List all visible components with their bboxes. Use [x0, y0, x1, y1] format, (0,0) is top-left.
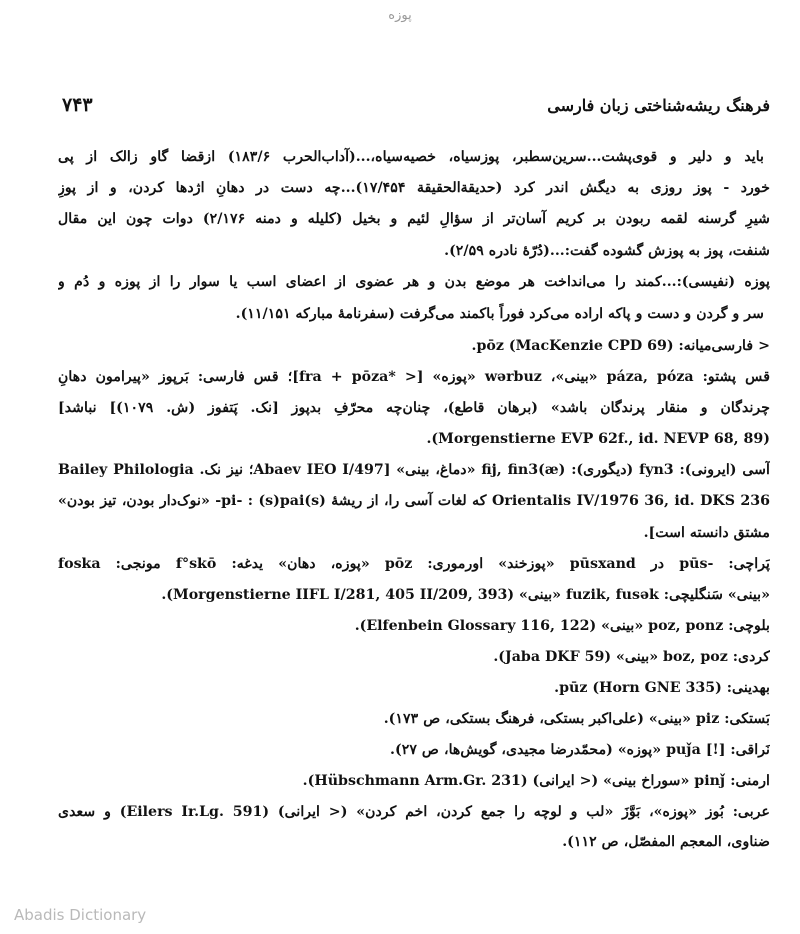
text-line: سر و گردن و دست و پاکه اراده می‌کرد فوراً باکمند می‌گرفت (سفرنامهٔ مبارکه ۱۱/۱۵۱).: [235, 306, 764, 322]
text-line: نَراقی: [!] puǰa «پوزه» (محمّدرضا مجیدی، گویش‌ها، ص ۲۷).: [390, 742, 770, 758]
text-line: کردی: boz, poz «بینی» (Jaba DKF 59).: [493, 649, 770, 665]
text-line: قس پشتو: páza, póza «بینی»، wərbuz «پوزه» [< *fra + pōza]؛ قس فارسی: بَرپوز «پیرامون دهانِ: [58, 369, 770, 385]
text-line: ارمنی: pinǰ «سوراخ بینی» (< ایرانی) (Hübschmann Arm.Gr. 231).: [302, 773, 770, 789]
scanned-book-page: [58, 80, 770, 860]
text-line: Orientalis IV/1976 36, id. DKS 236 که لغات آسی را، از ریشهٔ (s)pi- : (s)pai- «نوک‌دار بودن، تیز بودن»: [58, 493, 770, 509]
text-line: بلوچی: poz, ponz «بینی» (Elfenbein Glossary 116, 122).: [354, 618, 770, 634]
etymology-line: < فارسی‌میانه: pōz (MacKenzie CPD 69).: [471, 338, 770, 354]
page-number: ۷۴۳: [62, 94, 93, 116]
text-line: شنفت، پوز به پوزش گشوده گفت:...(دُرّهٔ نادره ۲/۵۹).: [444, 243, 770, 259]
page-header: [58, 96, 770, 118]
watermark: Abadis Dictionary: [14, 906, 147, 924]
text-line: مشتق دانسته است].: [643, 525, 770, 541]
citation-line: (Morgenstierne EVP 62f., id. NEVP 68, 89).: [426, 431, 770, 447]
text-line: بهدینی: pūz (Horn GNE 335).: [554, 680, 770, 696]
text-line: «بینی» سَنگلیچی: fuzik, fusək «بینی» (Morgenstierne IIFL I/281, 405 II/209, 393).: [161, 587, 770, 603]
text-line: آسی (ایرونی): fyn3 (دیگوری): fij, fin3(æ) «دماغ، بینی» [Abaev IEO I/497؛ نیز نک. Bailey Philologia: [58, 462, 770, 478]
entry-headword-line: پوزه (نفیسی):...کمند را می‌انداخت هر موضع بدن و هر عضوی از اعضای اسب یا سوار را از پوزه و دُم و: [58, 274, 770, 290]
text-line: ضناوی، المعجم المفصّل، ص ۱۱۲).: [562, 834, 770, 850]
text-line: بَستکی: piz «بینی» (علی‌اکبر بستکی، فرهنگ بستکی، ص ۱۷۳).: [383, 711, 770, 727]
text-line: شیرِ گرسنه لقمه ربودن بر کریم آسان‌تر از سؤالِ لئیم و بخیل (کلیله و دمنه ۲/۱۷۶) دوات چون این مقال: [58, 211, 770, 227]
text-line: خورد - پوز روزی به دیگش اندر کرد (حدیقةالحقیقة ۱۷/۴۵۴)...چه دست در دهانِ اژدها کردن، و از پوزِ: [58, 180, 770, 196]
entry-text: [58, 142, 770, 857]
book-title: فرهنگ ریشه‌شناختی زبان فارسی: [547, 96, 770, 115]
text-line: پَراچی: -pūs در pūsxand «پوزخند» اورموری: pōz «پوزه، دهان» یدغه: f°skō مونجی: foska: [58, 556, 770, 572]
text-line: عربی: بُوز «پوزه»، بَوَّزَ «لب و لوچه را جمع کردن، اخم کردن» (< ایرانی) (Eilers Ir.Lg. 591) و سعدی: [58, 804, 770, 820]
text-line: باید و دلیر و قوی‌پشت...سرین‌سطبر، پوزسیاه، خصیه‌سیاه،...(آداب‌الحرب ۱۸۳/۶) ازقضا گاو زالک از پی: [58, 149, 764, 165]
text-line: چرندگان و منقار پرندگان باشد» (برهان قاطع)، چنان‌چه محرّفِ بدپوز [نک. پَتفوز (ش. ۱۰۷۹)] نباشد]: [58, 400, 770, 416]
web-page-title: پوزه: [388, 8, 412, 23]
